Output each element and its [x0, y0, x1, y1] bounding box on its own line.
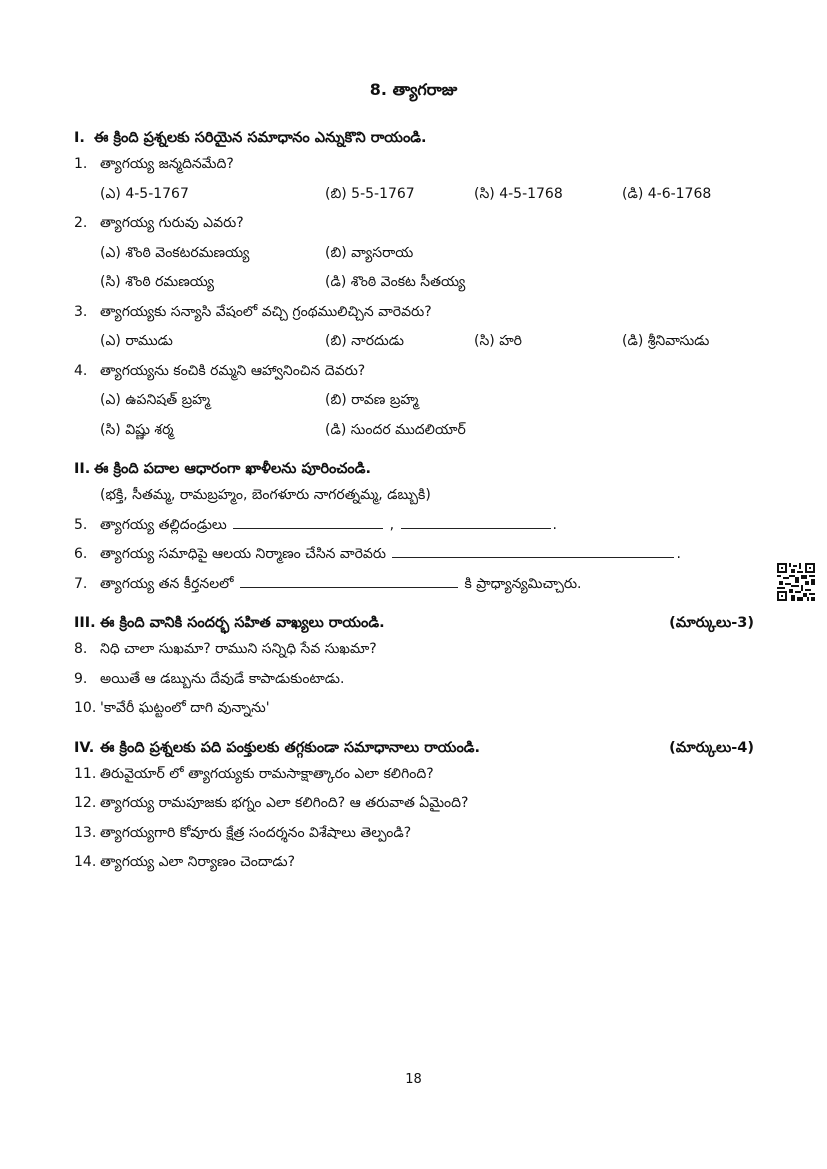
worksheet	[74, 126, 754, 878]
question-3	[74, 298, 754, 328]
question-4-options-row-2	[74, 416, 754, 446]
question-number: 11.	[74, 765, 97, 782]
question-13	[74, 819, 754, 849]
qr-code-icon[interactable]	[777, 563, 815, 601]
option-d: (డి) సుందర ముదలియార్	[325, 421, 466, 438]
option-b: (బి) నారదుడు	[325, 333, 404, 349]
option-a: (ఎ) 4-5-1767	[100, 185, 189, 202]
question-text: 'కావేరీ ఘట్టంలో దాగి వున్నాను'	[100, 700, 270, 716]
question-4-options-row-1	[74, 386, 754, 416]
section-number: II.	[74, 461, 91, 477]
question-number: 3.	[74, 303, 88, 320]
question-14	[74, 848, 754, 878]
question-2-options-row-2	[74, 268, 754, 298]
question-text: నిధి చాలా సుఖమా? రాముని సన్నిధి సేవ సుఖమా?	[100, 641, 377, 657]
question-text: అయితే ఆ డబ్బును దేవుడే కాపాడుకుంటాడు.	[100, 670, 345, 687]
option-c: (సి) 4-5-1768	[474, 185, 563, 202]
option-c: (సి) విష్ణు శర్మ	[100, 421, 174, 438]
blank-2[interactable]	[401, 514, 551, 529]
section-text: ఈ క్రింది ప్రశ్నలకు పది పంక్తులకు తగ్గకుండా సమాధానాలు రాయండి.	[100, 739, 481, 756]
question-text: త్యాగయ్యను కంచికి రమ్మని ఆహ్వానించిన దెవరు?	[100, 362, 366, 379]
question-text: త్యాగయ్య రామపూజకు భగ్నం ఎలా కలిగింది? ఆ తరువాత ఏమైంది?	[100, 795, 469, 811]
question-text: త్యాగయ్య గురువు ఎవరు?	[100, 215, 244, 231]
question-number: 1.	[74, 156, 88, 172]
option-d: (డి) శొంఠి వెంకట సీతయ్య	[325, 274, 466, 290]
option-d: (డి) 4-6-1768	[622, 185, 712, 202]
question-number: 14.	[74, 854, 97, 870]
question-tail: కి ప్రాధ్యాన్యమిచ్చారు.	[464, 575, 582, 592]
full-stop: .	[676, 546, 681, 562]
question-9	[74, 665, 754, 695]
blank-1[interactable]	[233, 514, 383, 529]
word-bank: (భక్తి, సీతమ్మ, రామబ్రహ్మం, బెంగళూరు నాగరత్నమ్మ, డబ్బుకి)	[100, 487, 431, 503]
question-2	[74, 209, 754, 239]
question-3-options	[74, 327, 754, 357]
question-number: 5.	[74, 516, 88, 533]
question-12	[74, 789, 754, 819]
page-number: 18	[405, 1072, 422, 1087]
question-number: 6.	[74, 546, 88, 562]
blank-1[interactable]	[392, 543, 674, 558]
option-c: (సి) శొంఠి రమణయ్య	[100, 274, 215, 290]
question-text: త్యాగయ్య జన్మదినమేది?	[100, 156, 234, 172]
option-a: (ఎ) శొంఠి వెంకటరమణయ్య	[100, 244, 250, 261]
question-number: 10.	[74, 700, 97, 716]
question-1	[74, 150, 754, 180]
question-text: త్యాగయ్య ఎలా నిర్యాణం చెందాడు?	[100, 854, 296, 870]
option-b: (బి) 5-5-1767	[325, 185, 415, 202]
question-7	[74, 570, 754, 600]
section-text: ఈ క్రింది ప్రశ్నలకు సరియైన సమాధానం ఎన్నుకొని రాయండి.	[94, 130, 427, 146]
question-10	[74, 694, 754, 724]
option-d: (డి) శ్రీనివాసుడు	[622, 333, 710, 349]
marks-label: (మార్కులు-3)	[669, 615, 754, 631]
section-2-heading	[74, 457, 494, 481]
question-text: త్యాగయ్యకు సన్యాసి వేషంలో వచ్చి గ్రంథములిచ్చిన వారెవరు?	[100, 303, 432, 320]
question-6	[74, 540, 754, 570]
option-a: (ఎ) రాముడు	[100, 333, 173, 349]
section-text: ఈ క్రింది పదాల ఆధారంగా ఖాళీలను పూరించండి.	[94, 461, 372, 477]
question-11	[74, 760, 754, 790]
section-4-heading	[74, 736, 754, 760]
option-b: (బి) రావణ బ్రహ్మ	[325, 392, 419, 408]
question-text: త్యాగయ్యగారి కోవూరు క్షేత్ర సందర్శనం విశేషాలు తెల్పండి?	[100, 824, 412, 841]
question-number: 4.	[74, 362, 88, 379]
chapter-title: 8. త్యాగరాజు	[369, 80, 458, 99]
question-number: 2.	[74, 215, 88, 231]
question-4	[74, 357, 754, 387]
section-number: IV.	[74, 739, 95, 756]
section-number: I.	[74, 130, 85, 146]
question-number: 8.	[74, 641, 88, 657]
question-number: 12.	[74, 795, 97, 811]
question-text: తిరువైయార్ లో త్యాగయ్యకు రామసాక్షాత్కారం ఎలా కలిగింది?	[100, 765, 434, 782]
option-b: (బి) వ్యాసరాయ	[325, 244, 414, 261]
question-number: 9.	[74, 670, 88, 687]
section-3-heading	[74, 611, 754, 635]
separator: ,	[389, 516, 395, 533]
section-number: III.	[74, 615, 96, 631]
marks-label: (మార్కులు-4)	[669, 739, 754, 756]
full-stop: .	[552, 516, 557, 533]
section-text: ఈ క్రింది వానికి సందర్భ సహిత వాఖ్యలు రాయండి.	[100, 615, 385, 631]
question-number: 7.	[74, 575, 88, 592]
question-text: త్యాగయ్య సమాధిపై ఆలయ నిర్మాణం చేసిన వారెవరు	[100, 546, 386, 562]
question-text: త్యాగయ్య తల్లిదండ్రులు	[100, 516, 227, 533]
question-5	[74, 511, 754, 541]
section-1-heading	[74, 126, 494, 150]
question-8	[74, 635, 754, 665]
option-c: (సి) హరి	[474, 333, 522, 349]
blank-1[interactable]	[240, 573, 458, 588]
question-text: త్యాగయ్య తన కీర్తనలలో	[100, 575, 234, 592]
question-number: 13.	[74, 824, 97, 841]
option-a: (ఎ) ఉపనిషత్ బ్రహ్మ	[100, 392, 211, 408]
question-1-options	[74, 180, 754, 210]
question-2-options-row-1	[74, 239, 754, 269]
